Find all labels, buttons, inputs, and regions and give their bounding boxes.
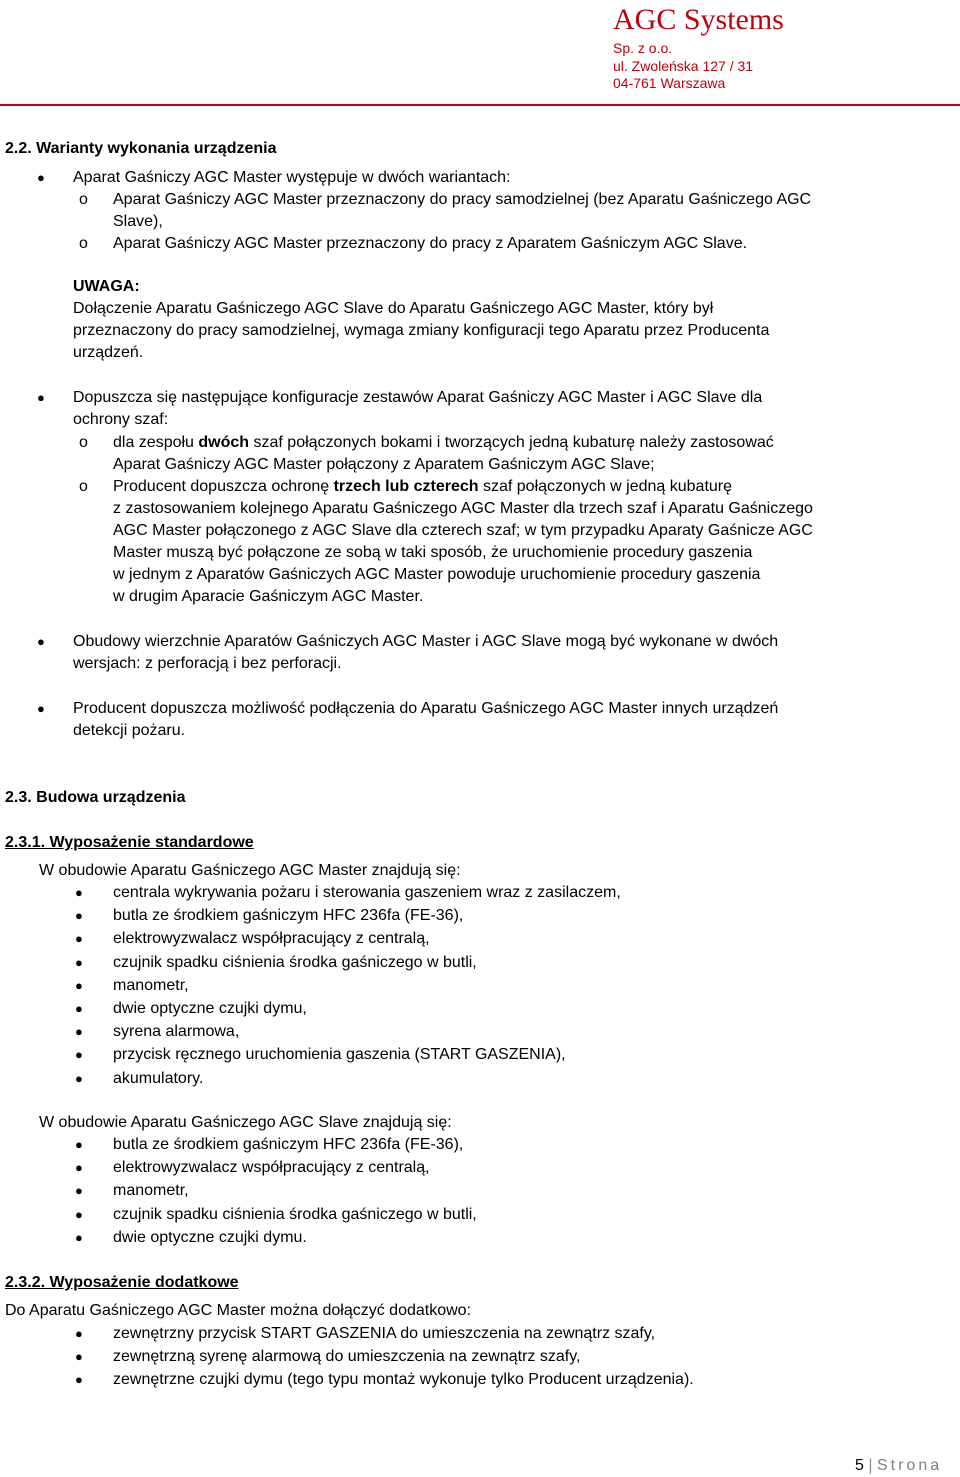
config-three-four-line2: z zastosowaniem kolejnego Aparatu Gaśniczego AGC Master dla trzech szaf i Aparatu Gaśniczego: [113, 500, 813, 517]
bullet-icon: ●: [75, 1349, 83, 1365]
company-legal-form: Sp. z o.o.: [613, 40, 673, 56]
slave-intro: W obudowie Aparatu Gaśniczego AGC Slave znajdują się:: [39, 1114, 452, 1131]
bullet-icon: ●: [75, 954, 83, 970]
detection-line2: detekcji pożaru.: [73, 722, 186, 739]
bullet-icon: ●: [75, 885, 83, 900]
config-three-four-line4: Master muszą być połączone ze sobą w taki sposób, że uruchomienie procedury gaszenia: [113, 544, 753, 561]
list-item: butla ze środkiem gaśniczym HFC 236fa (FE-36),: [113, 907, 464, 925]
list-item: zewnętrzny przycisk START GASZENIA do umieszczenia na zewnątrz szafy,: [113, 1325, 656, 1342]
warning-line1: Dołączenie Aparatu Gaśniczego AGC Slave do Aparatu Gaśniczego AGC Master, który był: [73, 300, 714, 317]
list-item: czujnik spadku ciśnienia środka gaśniczego w butli,: [113, 1205, 477, 1223]
bullet-icon: ●: [75, 908, 83, 924]
config-three-four-line5: w jednym z Aparatów Gaśniczych AGC Master powoduje uruchomienie procedury gaszenia: [113, 566, 761, 583]
page-footer: [855, 1456, 942, 1476]
bullet-icon: ●: [75, 1047, 83, 1063]
bullet-icon: ●: [75, 1326, 83, 1341]
bullet-icon: ●: [75, 1001, 83, 1016]
bullet-icon: ●: [75, 1206, 83, 1222]
bullet-icon: ●: [75, 1183, 83, 1199]
config-line1: Dopuszcza się następujące konfiguracje zestawów Aparat Gaśniczy AGC Master i AGC Slave dla: [73, 389, 763, 406]
list-item: zewnętrzne czujki dymu (tego typu montaż wykonuje tylko Producent urządzenia).: [113, 1371, 694, 1389]
header-divider: [0, 104, 960, 106]
warning-line2: przeznaczony do pracy samodzielnej, wymaga zmiany konfiguracji tego Aparatu przez Producenta: [73, 322, 770, 339]
list-item: centrala wykrywania pożaru i sterowania gaszeniem wraz z zasilaczem,: [113, 884, 621, 901]
list-item: dwie optyczne czujki dymu,: [113, 1000, 307, 1017]
section-title-2-2: 2.2. Warianty wykonania urządzenia: [5, 140, 277, 157]
list-item: butla ze środkiem gaśniczym HFC 236fa (FE-36),: [113, 1136, 464, 1153]
list-item: przycisk ręcznego uruchomienia gaszenia (START GASZENIA),: [113, 1046, 566, 1064]
warning-label: UWAGA:: [73, 278, 140, 295]
detection-line1: Producent dopuszcza możliwość podłączenia do Aparatu Gaśniczego AGC Master innych urządzeń: [73, 700, 779, 717]
master-intro: W obudowie Aparatu Gaśniczego AGC Master znajdują się:: [39, 862, 461, 879]
extra-intro: Do Aparatu Gaśniczego AGC Master można dołączyć dodatkowo:: [5, 1302, 472, 1319]
list-item: zewnętrzną syrenę alarmową do umieszczenia na zewnątrz szafy,: [113, 1348, 581, 1366]
bullet-icon: ●: [37, 390, 45, 405]
bullet-icon: ●: [75, 1070, 83, 1086]
footer-separator: |: [868, 1457, 873, 1474]
bullet-icon: ●: [37, 701, 45, 716]
variant-standalone-line1: Aparat Gaśniczy AGC Master przeznaczony do pracy samodzielnej (bez Aparatu Gaśniczego AGC: [113, 191, 812, 208]
bullet-icon: ●: [75, 1024, 83, 1040]
bullet-icon: ●: [75, 977, 83, 993]
bullet-icon: ●: [75, 1372, 83, 1388]
bullet-icon: ●: [37, 170, 45, 185]
footer-page-label: Strona: [876, 1457, 943, 1474]
bullet-icon: ●: [37, 634, 45, 649]
config-three-four-line6: w drugim Aparacie Gaśniczym AGC Master.: [113, 588, 424, 605]
config-three-four-line1: Producent dopuszcza ochronę trzech lub czterech szaf połączonych w jedną kubaturę: [113, 478, 733, 495]
variant-standalone-line2: Slave),: [113, 213, 163, 230]
paragraph-variants: Aparat Gaśniczy AGC Master występuje w dwóch wariantach:: [73, 169, 511, 186]
company-city: 04-761 Warszawa: [613, 75, 726, 91]
warning-line3: urządzeń.: [73, 344, 144, 361]
housing-line1: Obudowy wierzchnie Aparatów Gaśniczych AGC Master i AGC Slave mogą być wykonane w dwóch: [73, 633, 779, 650]
section-title-2-3: 2.3. Budowa urządzenia: [5, 789, 186, 806]
bullet-icon: ●: [75, 1137, 83, 1152]
sub-bullet-icon: o: [79, 478, 88, 495]
list-item: dwie optyczne czujki dymu.: [113, 1228, 307, 1246]
sub-bullet-icon: o: [79, 434, 88, 451]
config-three-four-line3: AGC Master połączonego z AGC Slave dla czterech szaf; w tym przypadku Aparaty Gaśnicze AGC: [113, 522, 813, 539]
list-item: akumulatory.: [113, 1069, 204, 1087]
bullet-icon: ●: [75, 931, 83, 947]
list-item: elektrowyzwalacz współpracujący z centralą,: [113, 930, 430, 948]
sub-bullet-icon: o: [79, 235, 88, 252]
config-two-cabinets-line1: dla zespołu dwóch szaf połączonych bokami i tworzących jedną kubaturę należy zastosować: [113, 434, 774, 451]
company-street: ul. Zwoleńska 127 / 31: [613, 58, 754, 74]
config-two-cabinets-line2: Aparat Gaśniczy AGC Master połączony z Aparatem Gaśniczym AGC Slave;: [113, 456, 655, 473]
company-name: AGC Systems: [613, 3, 784, 36]
sub-bullet-icon: o: [79, 191, 88, 208]
config-line2: ochrony szaf:: [73, 411, 169, 428]
list-item: manometr,: [113, 976, 189, 994]
list-item: czujnik spadku ciśnienia środka gaśniczego w butli,: [113, 953, 477, 971]
housing-line2: wersjach: z perforacją i bez perforacji.: [73, 655, 342, 672]
bullet-icon: ●: [75, 1229, 83, 1245]
section-title-2-3-2: 2.3.2. Wyposażenie dodatkowe: [5, 1274, 239, 1291]
page-number: 5: [855, 1457, 864, 1474]
section-title-2-3-1: 2.3.1. Wyposażenie standardowe: [5, 834, 254, 851]
list-item: manometr,: [113, 1182, 189, 1200]
list-item: elektrowyzwalacz współpracujący z centralą,: [113, 1159, 430, 1177]
bullet-icon: ●: [75, 1160, 83, 1176]
list-item: syrena alarmowa,: [113, 1023, 240, 1041]
variant-with-slave: Aparat Gaśniczy AGC Master przeznaczony do pracy z Aparatem Gaśniczym AGC Slave.: [113, 235, 748, 252]
